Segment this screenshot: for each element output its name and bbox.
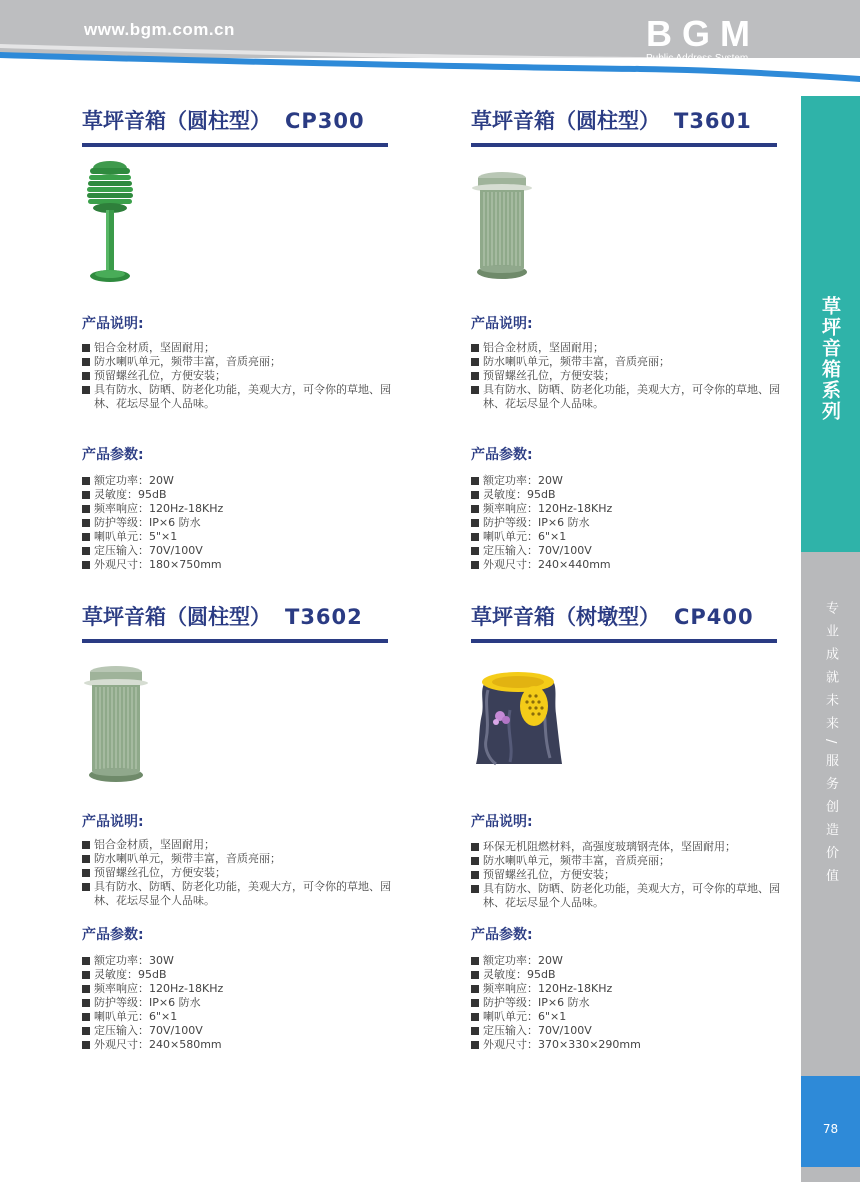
tree-stump-speaker-icon [470, 670, 564, 770]
list-item: 定压输入：70V/100V [82, 544, 392, 558]
product-section-cp300 [82, 106, 388, 147]
page-header [0, 0, 860, 96]
list-item: 预留螺丝孔位，方便安装； [82, 369, 392, 383]
brand-logo [646, 13, 760, 64]
description-heading: 产品说明: [82, 814, 144, 830]
list-item: 喇叭单元：6"×1 [471, 530, 781, 544]
params-list [82, 954, 392, 1052]
product-title [82, 106, 388, 136]
product-title [82, 602, 388, 632]
list-item: 频率响应：120Hz-18KHz [471, 982, 781, 996]
list-item: 预留螺丝孔位，方便安装； [471, 369, 781, 383]
list-item: 外观尺寸：240×580mm [82, 1038, 392, 1052]
logo-tagline: Public Address System [646, 53, 749, 64]
params-heading: 产品参数: [471, 927, 533, 943]
params-list [82, 474, 392, 572]
description-list [82, 838, 392, 908]
green-cylinder-speaker-icon [82, 664, 150, 784]
description-list [471, 341, 781, 411]
description-list [471, 840, 781, 910]
product-title [471, 602, 777, 632]
product-title [471, 106, 777, 136]
slogan-text: 专业成就未来/服务创造价值 [823, 601, 838, 892]
green-cylinder-speaker-icon [470, 170, 534, 284]
params-heading: 产品参数: [471, 447, 533, 463]
list-item: 预留螺丝孔位，方便安装； [82, 866, 392, 880]
list-item: 定压输入：70V/100V [82, 1024, 392, 1038]
params-heading: 产品参数: [82, 447, 144, 463]
list-item: 具有防水、防晒、防老化功能，美观大方，可令你的草地、园林、花坛尽显个人品味。 [82, 880, 392, 908]
product-section-t3602 [82, 602, 388, 643]
side-tab [801, 96, 860, 1167]
title-rule [82, 639, 388, 643]
product-section-t3601 [471, 106, 777, 147]
product-name: 草坪音箱（圆柱型） [82, 605, 271, 629]
product-code: T3601 [674, 109, 752, 133]
list-item: 频率响应：120Hz-18KHz [471, 502, 781, 516]
slogan [801, 601, 860, 901]
product-code: CP400 [674, 605, 754, 629]
title-rule [82, 143, 388, 147]
list-item: 灵敏度：95dB [82, 488, 392, 502]
params-list [471, 474, 781, 572]
list-item: 频率响应：120Hz-18KHz [82, 982, 392, 996]
description-list [82, 341, 392, 411]
list-item: 喇叭单元：6"×1 [471, 1010, 781, 1024]
list-item: 铝合金材质，坚固耐用； [82, 341, 392, 355]
list-item: 防护等级：IP×6 防水 [82, 996, 392, 1010]
list-item: 环保无机阻燃材料，高强度玻璃钢壳体，坚固耐用； [471, 840, 781, 854]
title-rule [471, 639, 777, 643]
description-heading: 产品说明: [471, 316, 533, 332]
list-item: 预留螺丝孔位，方便安装； [471, 868, 781, 882]
list-item: 具有防水、防晒、防老化功能，美观大方，可令你的草地、园林、花坛尽显个人品味。 [82, 383, 392, 411]
list-item: 定压输入：70V/100V [471, 544, 781, 558]
list-item: 防水喇叭单元，频带丰富，音质亮丽； [82, 355, 392, 369]
product-name: 草坪音箱（圆柱型） [82, 109, 271, 133]
series-title-text: 草坪音箱系列 [819, 296, 841, 422]
list-item: 额定功率：20W [471, 474, 781, 488]
description-heading: 产品说明: [471, 814, 533, 830]
logo-text: BGM [646, 13, 760, 54]
list-item: 具有防水、防晒、防老化功能，美观大方，可令你的草地、园林、花坛尽显个人品味。 [471, 882, 781, 910]
list-item: 定压输入：70V/100V [471, 1024, 781, 1038]
list-item: 喇叭单元：6"×1 [82, 1010, 392, 1024]
list-item: 防水喇叭单元，频带丰富，音质亮丽； [471, 854, 781, 868]
list-item: 防水喇叭单元，频带丰富，音质亮丽； [471, 355, 781, 369]
list-item: 灵敏度：95dB [82, 968, 392, 982]
list-item: 频率响应：120Hz-18KHz [82, 502, 392, 516]
list-item: 防护等级：IP×6 防水 [82, 516, 392, 530]
list-item: 额定功率：30W [82, 954, 392, 968]
list-item: 灵敏度：95dB [471, 968, 781, 982]
product-name: 草坪音箱（圆柱型） [471, 109, 660, 133]
product-code: CP300 [285, 109, 365, 133]
list-item: 防护等级：IP×6 防水 [471, 996, 781, 1010]
list-item: 喇叭单元：5"×1 [82, 530, 392, 544]
product-section-cp400 [471, 602, 777, 643]
list-item: 具有防水、防晒、防老化功能，美观大方，可令你的草地、园林、花坛尽显个人品味。 [471, 383, 781, 411]
list-item: 防护等级：IP×6 防水 [471, 516, 781, 530]
site-url[interactable]: www.bgm.com.cn [84, 20, 235, 39]
page-number: 78 [822, 1122, 839, 1136]
list-item: 灵敏度：95dB [471, 488, 781, 502]
list-item: 额定功率：20W [82, 474, 392, 488]
product-name: 草坪音箱（树墩型） [471, 605, 660, 629]
params-heading: 产品参数: [82, 927, 144, 943]
green-lamp-speaker-icon [82, 158, 138, 286]
list-item: 额定功率：20W [471, 954, 781, 968]
product-code: T3602 [285, 605, 363, 629]
series-title [801, 284, 860, 434]
title-rule [471, 143, 777, 147]
list-item: 防水喇叭单元，频带丰富，音质亮丽； [82, 852, 392, 866]
list-item: 外观尺寸：370×330×290mm [471, 1038, 781, 1052]
list-item: 铝合金材质，坚固耐用； [82, 838, 392, 852]
params-list [471, 954, 781, 1052]
list-item: 外观尺寸：240×440mm [471, 558, 781, 572]
list-item: 铝合金材质，坚固耐用； [471, 341, 781, 355]
description-heading: 产品说明: [82, 316, 144, 332]
list-item: 外观尺寸：180×750mm [82, 558, 392, 572]
